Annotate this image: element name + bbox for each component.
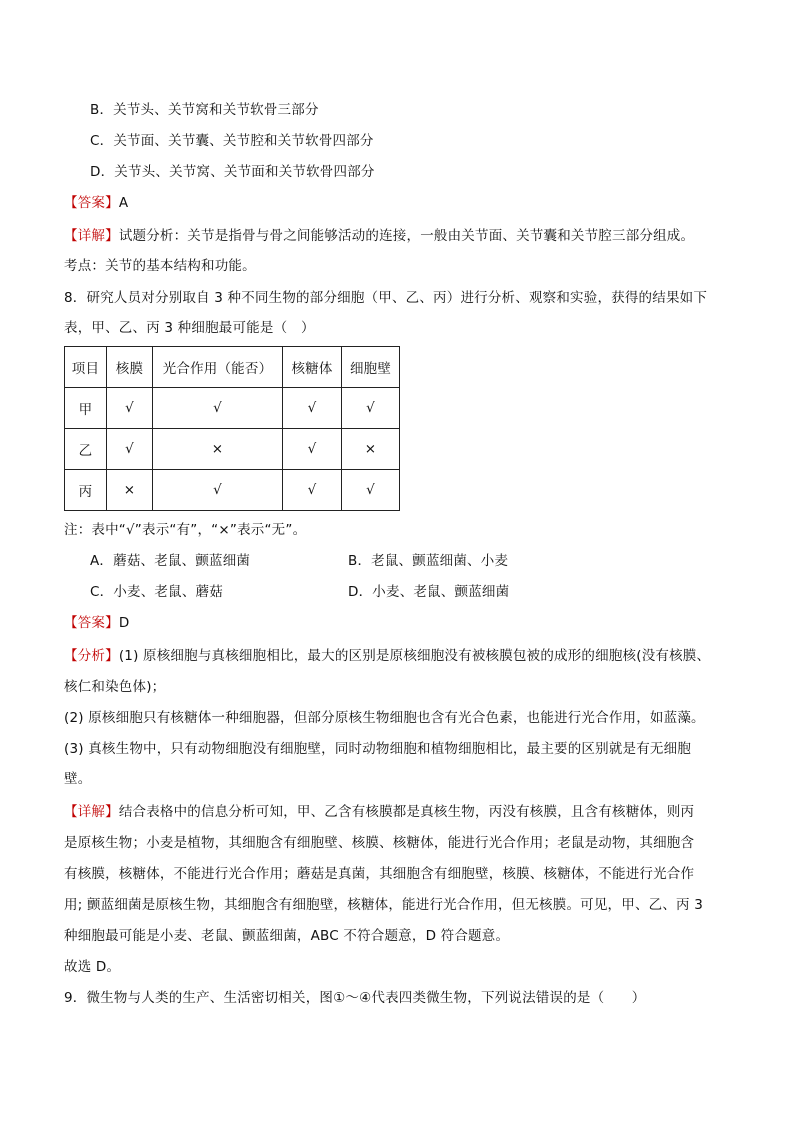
q8-stem-line-1: 8．研究人员对分别取自 3 种不同生物的部分细胞（甲、乙、丙）进行分析、观察和实验，获得的结果如下 xyxy=(64,290,708,306)
table-cell: × xyxy=(342,429,400,470)
table-cell: √ xyxy=(153,470,283,511)
table-row xyxy=(65,429,400,470)
table-cell: √ xyxy=(342,470,400,511)
analysis-line-1b: 核仁和染色体)； xyxy=(64,679,166,695)
conclusion-line: 故选 D。 xyxy=(64,959,121,975)
answer-line-q7 xyxy=(64,193,128,213)
analysis-line-3b: 壁。 xyxy=(64,771,92,787)
table-row xyxy=(65,388,400,429)
table-cell: √ xyxy=(283,429,342,470)
detail-line-1 xyxy=(64,802,694,822)
table-header-cell: 细胞壁 xyxy=(342,347,400,388)
table-cell: 甲 xyxy=(65,388,107,429)
cell-comparison-table xyxy=(64,346,400,511)
table-header-cell: 项目 xyxy=(65,347,107,388)
table-header-cell: 核糖体 xyxy=(283,347,342,388)
detail-line-3: 有核膜，核糖体，不能进行光合作用；蘑菇是真菌，其细胞含有细胞壁，核膜、核糖体，不能进行光合作 xyxy=(64,866,695,882)
table-cell: √ xyxy=(107,429,153,470)
detail-line-2: 是原核生物；小麦是植物，其细胞含有细胞壁、核膜、核糖体，能进行光合作用；老鼠是动物，其细胞含 xyxy=(64,835,695,851)
q9-stem: 9．微生物与人类的生产、生活密切相关，图①～④代表四类微生物，下列说法错误的是（ ） xyxy=(64,990,646,1006)
table-cell: 乙 xyxy=(65,429,107,470)
detail-line-5: 种细胞最可能是小麦、老鼠、颤蓝细菌，ABC 不符合题意，D 符合题意。 xyxy=(64,928,510,944)
table-header-row xyxy=(65,347,400,388)
analysis-tag: 【分析】 xyxy=(64,648,119,664)
detail-text: 结合表格中的信息分析可知，甲、乙含有核膜都是真核生物，丙没有核膜，且含有核糖体，则丙 xyxy=(118,804,695,820)
answer-tag: 【答案】 xyxy=(64,615,119,631)
answer-value: A xyxy=(118,195,129,211)
table-row xyxy=(65,470,400,511)
table-note: 注：表中“√”表示“有”，“×”表示“无”。 xyxy=(64,522,307,538)
table-cell: √ xyxy=(283,470,342,511)
detail-line-q7 xyxy=(64,226,694,246)
option-c: C．小麦、老鼠、蘑菇 xyxy=(90,584,223,600)
option-a: A．蘑菇、老鼠、颤蓝细菌 xyxy=(90,553,251,569)
table-header-cell: 光合作用（能否） xyxy=(153,347,283,388)
table-cell: √ xyxy=(107,388,153,429)
answer-value: D xyxy=(118,615,130,631)
analysis-text: (1) 原核细胞与真核细胞相比，最大的区别是原核细胞没有被核膜包被的成形的细胞核(没有核膜、 xyxy=(118,648,711,664)
table-header-cell: 核膜 xyxy=(107,347,153,388)
detail-tag: 【详解】 xyxy=(64,228,119,244)
detail-line-4: 用; 颤蓝细菌是原核生物，其细胞含有细胞壁，核糖体，能进行光合作用，但无核膜。可见，甲、乙、丙 3 xyxy=(64,897,704,913)
option-d-q7: D．关节头、关节窝、关节面和关节软骨四部分 xyxy=(90,164,375,180)
option-d: D．小麦、老鼠、颤蓝细菌 xyxy=(348,584,510,600)
analysis-line-3: (3) 真核生物中，只有动物细胞没有细胞壁，同时动物细胞和植物细胞相比，最主要的区别就是有无细胞 xyxy=(64,741,692,757)
option-c-q7: C．关节面、关节囊、关节腔和关节软骨四部分 xyxy=(90,133,374,149)
detail-tag: 【详解】 xyxy=(64,804,119,820)
analysis-line-2: (2) 原核细胞只有核糖体一种细胞器，但部分原核生物细胞也含有光合色素，也能进行光合作用，如蓝藻。 xyxy=(64,710,705,726)
table-cell: √ xyxy=(153,388,283,429)
kaodian-line: 考点：关节的基本结构和功能。 xyxy=(64,258,256,274)
table-cell: √ xyxy=(283,388,342,429)
q8-stem-line-2: 表，甲、乙、丙 3 种细胞最可能是（ ） xyxy=(64,320,315,336)
answer-line-q8 xyxy=(64,613,129,633)
analysis-line-1 xyxy=(64,646,710,666)
option-b: B．老鼠、颤蓝细菌、小麦 xyxy=(348,553,509,569)
detail-text: 试题分析：关节是指骨与骨之间能够活动的连接，一般由关节面、关节囊和关节腔三部分组成。 xyxy=(118,228,695,244)
table-cell: 丙 xyxy=(65,470,107,511)
table-cell: × xyxy=(153,429,283,470)
option-b-q7: B．关节头、关节窝和关节软骨三部分 xyxy=(90,102,319,118)
table-cell: × xyxy=(107,470,153,511)
answer-tag: 【答案】 xyxy=(64,195,119,211)
table-cell: √ xyxy=(342,388,400,429)
